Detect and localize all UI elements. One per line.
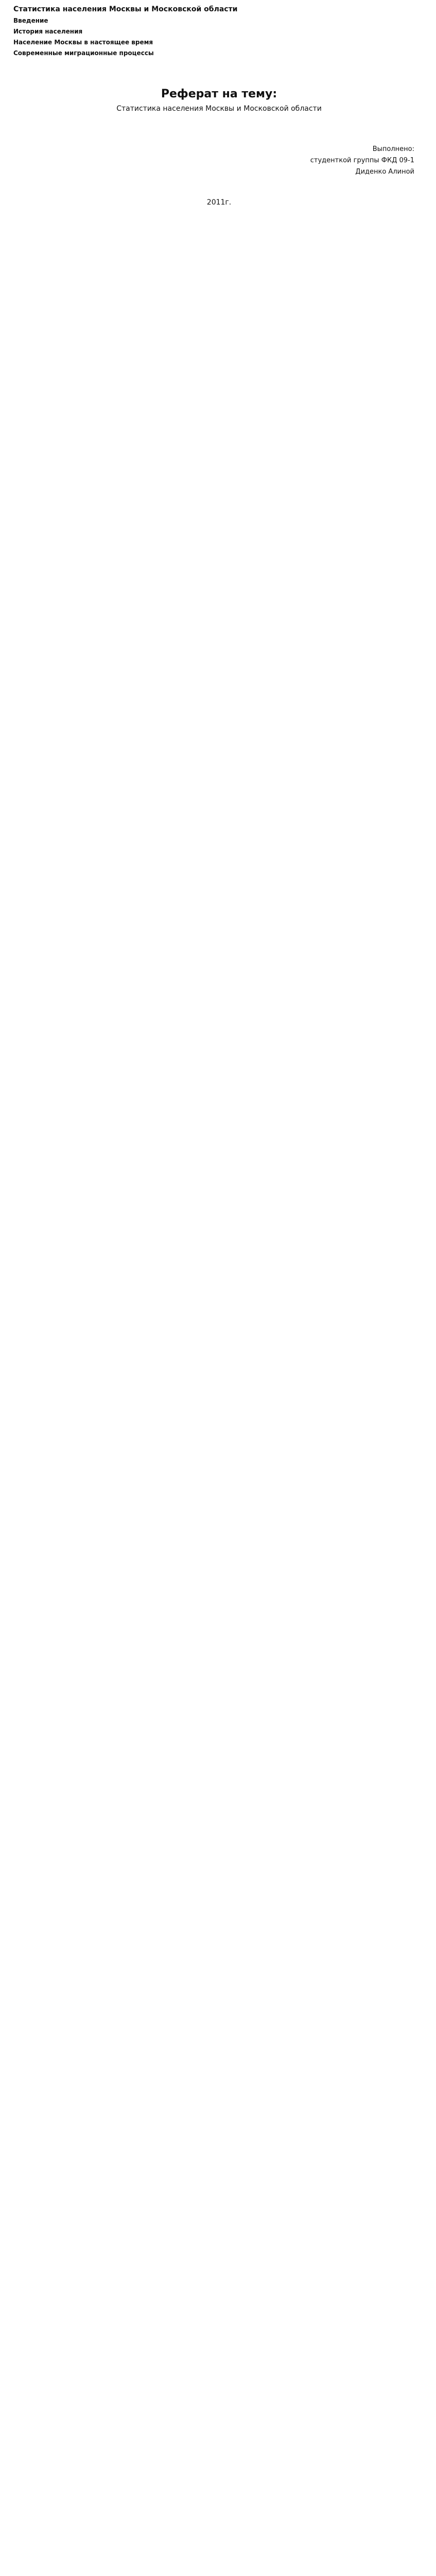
section-heading-history: История населения <box>13 28 83 35</box>
title-page-student: студенткой группы ФКД 09-1 <box>310 157 414 164</box>
title-page-topic: Статистика населения Москвы и Московской области <box>116 105 322 113</box>
title-page-year: 2011г. <box>206 198 232 207</box>
section-heading-current: Население Москвы в настоящее время <box>13 39 153 46</box>
section-heading-intro: Введение <box>13 17 48 24</box>
title-page-done-by: Выполнено: <box>372 145 414 153</box>
document-title: Статистика населения Москвы и Московской области <box>13 5 238 13</box>
title-page-referat: Реферат на тему: <box>161 88 277 100</box>
section-heading-modern: Современные миграционные процессы <box>13 49 154 57</box>
title-page-name: Диденко Алиной <box>355 168 414 176</box>
